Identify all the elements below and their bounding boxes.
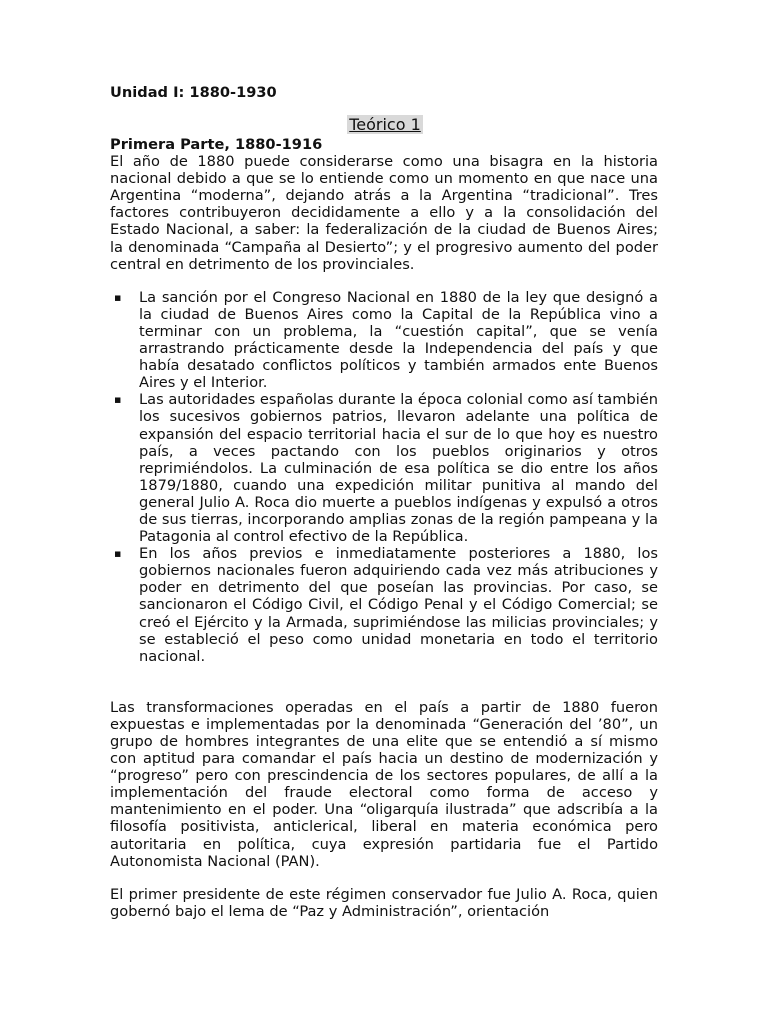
list-item-text: La sanción por el Congreso Nacional en 1880 de la ley que designó a la ciudad de Buenos Aires como la Capital de la República vino a terminar con un problema, la “cuestión capital”, que se venía arrastrando prácticamente desde la Independencia del país y que había desatado conflictos políticos y también armados ente Buenos Aires y el Interior.: [139, 288, 658, 392]
section-title: Teórico 1: [349, 115, 421, 134]
paragraph-generacion-80: Las transformaciones operadas en el país a partir de 1880 fueron expuestas e implementadas por la denominada “Generación del ’80”, un grupo de hombres integrantes de una elite que se entendió a sí mismo con aptitud para comandar el país hacia un destino de modernización y “progreso” pero con prescindencia de los sectores populares, de allí a la implementación del fraude electoral como forma de acceso y mantenimiento en el poder. Una “oligarquía ilustrada” que adscribía a la filosofía positivista, anticlerical, liberal en materia económica pero autoritaria en política, cuya expresión partidaria fue el Partido Autonomista Nacional (PAN).: [110, 698, 658, 870]
bullet-marker: ▪: [114, 547, 122, 561]
bullet-marker: ▪: [114, 290, 122, 304]
list-item: [110, 391, 658, 545]
paragraph-roca: El primer presidente de este régimen conservador fue Julio A. Roca, quien gobernó bajo el lema de “Paz y Administración”, orientación: [110, 885, 658, 920]
part-heading: Primera Parte, 1880-1916: [110, 136, 323, 153]
list-item: [110, 545, 658, 665]
list-item: [110, 289, 658, 392]
bullet-list: [110, 289, 658, 665]
intro-paragraph: El año de 1880 puede considerarse como una bisagra en la historia nacional debido a que se lo entiende como un momento en que nace una Argentina “moderna”, dejando atrás a la Argentina “tradicional”. Tres factores contribuyeron decididamente a ello y a la consolidación del Estado Nacional, a saber: la federalización de la ciudad de Buenos Aires; la denominada “Campaña al Desierto”; y el progresivo aumento del poder central en detrimento de los provinciales.: [110, 153, 658, 273]
unit-heading: Unidad I: 1880-1930: [110, 84, 277, 101]
list-item-text: Las autoridades españolas durante la época colonial como así también los sucesivos gobiernos patrios, llevaron adelante una política de expansión del espacio territorial hacia el sur de lo que hoy es nuestro país, a veces pactando con los pueblos originarios y otros reprimiéndolos. La culminación de esa política se dio entre los años 1879/1880, cuando una expedición militar punitiva al mando del general Julio A. Roca dio muerte a pueblos indígenas y expulsó a otros de sus tierras, incorporando amplias zonas de la región pampeana y la Patagonia al control efectivo de la República.: [139, 391, 658, 546]
bullet-marker: ▪: [114, 393, 122, 407]
list-item-text: En los años previos e inmediatamente posteriores a 1880, los gobiernos nacionales fueron adquiriendo cada vez más atribuciones y poder en detrimento del que poseían las provincias. Por caso, se sancionaron el Código Civil, el Código Penal y el Código Comercial; se creó el Ejército y la Armada, suprimiéndose las milicias provinciales; y se estableció el peso como unidad monetaria en todo el territorio nacional.: [139, 545, 658, 665]
section-title-wrapper: [110, 115, 658, 136]
document-page: [110, 84, 658, 920]
